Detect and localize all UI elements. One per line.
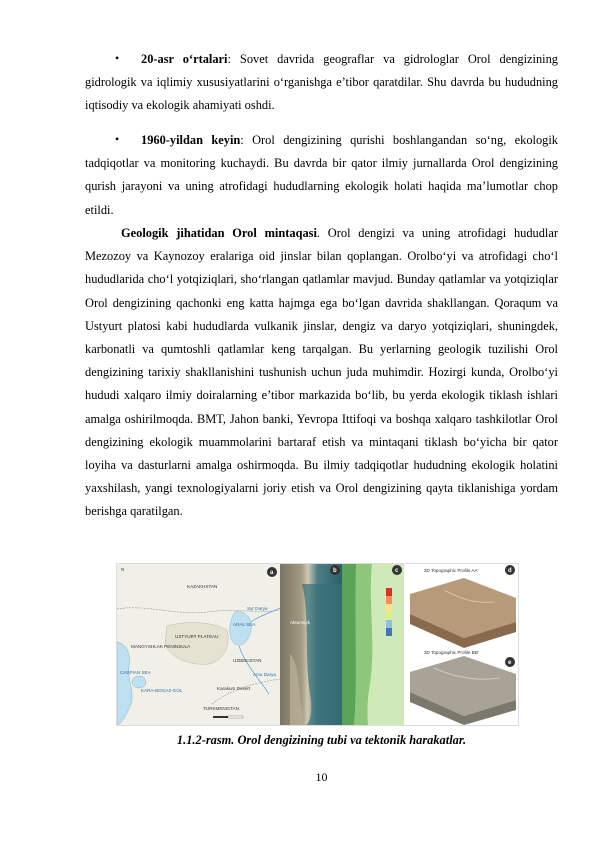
map-label-mangyshlak: MANGYSHLAK PENINSULA bbox=[131, 644, 191, 649]
figure-panel-a-map bbox=[117, 564, 280, 725]
profile-e-title: 3D Topographic Profile BB' bbox=[424, 650, 479, 655]
bullet-lead-2: 1960-yildan keyin bbox=[141, 133, 241, 147]
section-text: . Orol dengizi va uning atrofidagi hududlar Mezozoy va Kaynozoy eralariga oid jinslar bilan qoplangan. Orolbo‘yi va atrofidagi cho‘l hududlarida cho‘l yotqiziqlari, sho‘rlangan qatlamlar mavjud. Bunday qatlamlar va yotqiziqlar Orol dengizining qachonki eng katta hajmga ega bo‘lgan davrida shakllangan. Qoraqum va Ustyurt platosi kabi hududlarda vulkanik jinslar, dengiz va daryo yotqiziqlari, shuningdek, karbonatli va qumtoshli qatlamlar keng tarqalgan. Bu yerlarning geologik tuzilishi Orol dengizining tarixiy shakllanishini tushunish uchun juda muhimdir. Hozirgi kunda, Orolbo‘yi hududi xalqaro ilmiy doiralarning e’tibor markazida bo‘lib, bu yerda ekologik tiklash ishlari amalga oshirilmoqda. BMT, Jahon banki, Yevropa Ittifoqi va boshqa xalqaro tashkilotlar Orol dengizining ekologik muammolarini bartaraf etish va mintaqani tiklash bo‘yicha bir qator loyiha va dasturlarni amalga oshirmoqda. Bu ilmiy tadqiqotlar hududning ekologik holatini yaxshilash, yangi texnologiyalarni joriy etish va Orol dengizining qayta tiklanishiga yordam berishga qaratilgan. bbox=[85, 226, 558, 519]
north-arrow-label: N bbox=[121, 567, 125, 572]
figure-composite bbox=[116, 563, 519, 726]
page-number: 10 bbox=[315, 770, 328, 784]
bullet-paragraph-2 bbox=[85, 129, 558, 222]
figure-panel-b-satellite bbox=[280, 564, 342, 725]
map-label-ustyurt: USTYURT PLATEAU bbox=[175, 634, 219, 639]
bullet-text-2: : Orol dengizining qurishi boshlangandan so‘ng, ekologik tadqiqotlar va monitoring kuchaydi. Bu davrda bir qator ilmiy jurnallarda Orol dengizining qurish jarayoni va uning atrofidagi hududlarning ekologik holati haqida ma’lumotlar chop etildi. bbox=[85, 133, 558, 217]
map-label-caspian: CASPIAN SEA bbox=[120, 670, 151, 675]
panel-label-b: b bbox=[333, 568, 337, 574]
profile-d-title: 3D Topographic Profile AA' bbox=[424, 568, 479, 573]
map-label-karakum: Karakum Desert bbox=[217, 686, 251, 691]
panel-label-d: d bbox=[508, 568, 512, 574]
figure-panels-d-e-profiles bbox=[404, 564, 518, 725]
bullet-text-1: : Sovet davrida geograflar va gidrologlar Orol dengizining gidrologik va iqlimiy xususiyatlarini o‘rganishga e’tibor qaratdilar. Shu davrda bu hududning iqtisodiy va ekologik ahamiyati oshdi. bbox=[85, 52, 558, 113]
figure-panel-c-elevation bbox=[342, 564, 404, 725]
elevation-map bbox=[342, 564, 404, 725]
section-lead: Geologik jihatidan Orol mintaqasi bbox=[121, 226, 317, 240]
geology-paragraph bbox=[85, 222, 558, 524]
map-label-amu-darya: Amu Darya bbox=[253, 672, 276, 677]
figure-caption: 1.1.2-rasm. Orol dengizining tubi va tektonik harakatlar. bbox=[176, 733, 467, 747]
bullet-lead-1: 20-asr o‘rtalari bbox=[141, 52, 228, 66]
map-label-syr-darya: Syr Darya bbox=[247, 606, 268, 611]
map-label-aral-sea: ARAL SEA bbox=[233, 622, 256, 627]
panel-label-a: a bbox=[270, 570, 274, 576]
satellite-image bbox=[280, 564, 342, 725]
regional-map bbox=[117, 564, 280, 725]
bullet-marker: • bbox=[115, 132, 120, 146]
bullet-marker: • bbox=[115, 51, 120, 65]
map-label-kazakhstan: KAZAKHSTAN bbox=[187, 584, 218, 589]
map-label-turkmenistan: TURKMENISTAN bbox=[203, 706, 239, 711]
panel-label-e: e bbox=[508, 660, 512, 666]
panel-label-c: c bbox=[395, 568, 399, 574]
map-label-kara-bogaz: KARA-BOGAZ-GOL bbox=[141, 688, 183, 693]
map-label-uzbekistan: UZBEKISTAN bbox=[233, 658, 262, 663]
bullet-paragraph-1 bbox=[85, 48, 558, 118]
3d-profiles bbox=[404, 564, 518, 725]
map-label-aktumsyk: Aktumsyk bbox=[290, 620, 310, 625]
